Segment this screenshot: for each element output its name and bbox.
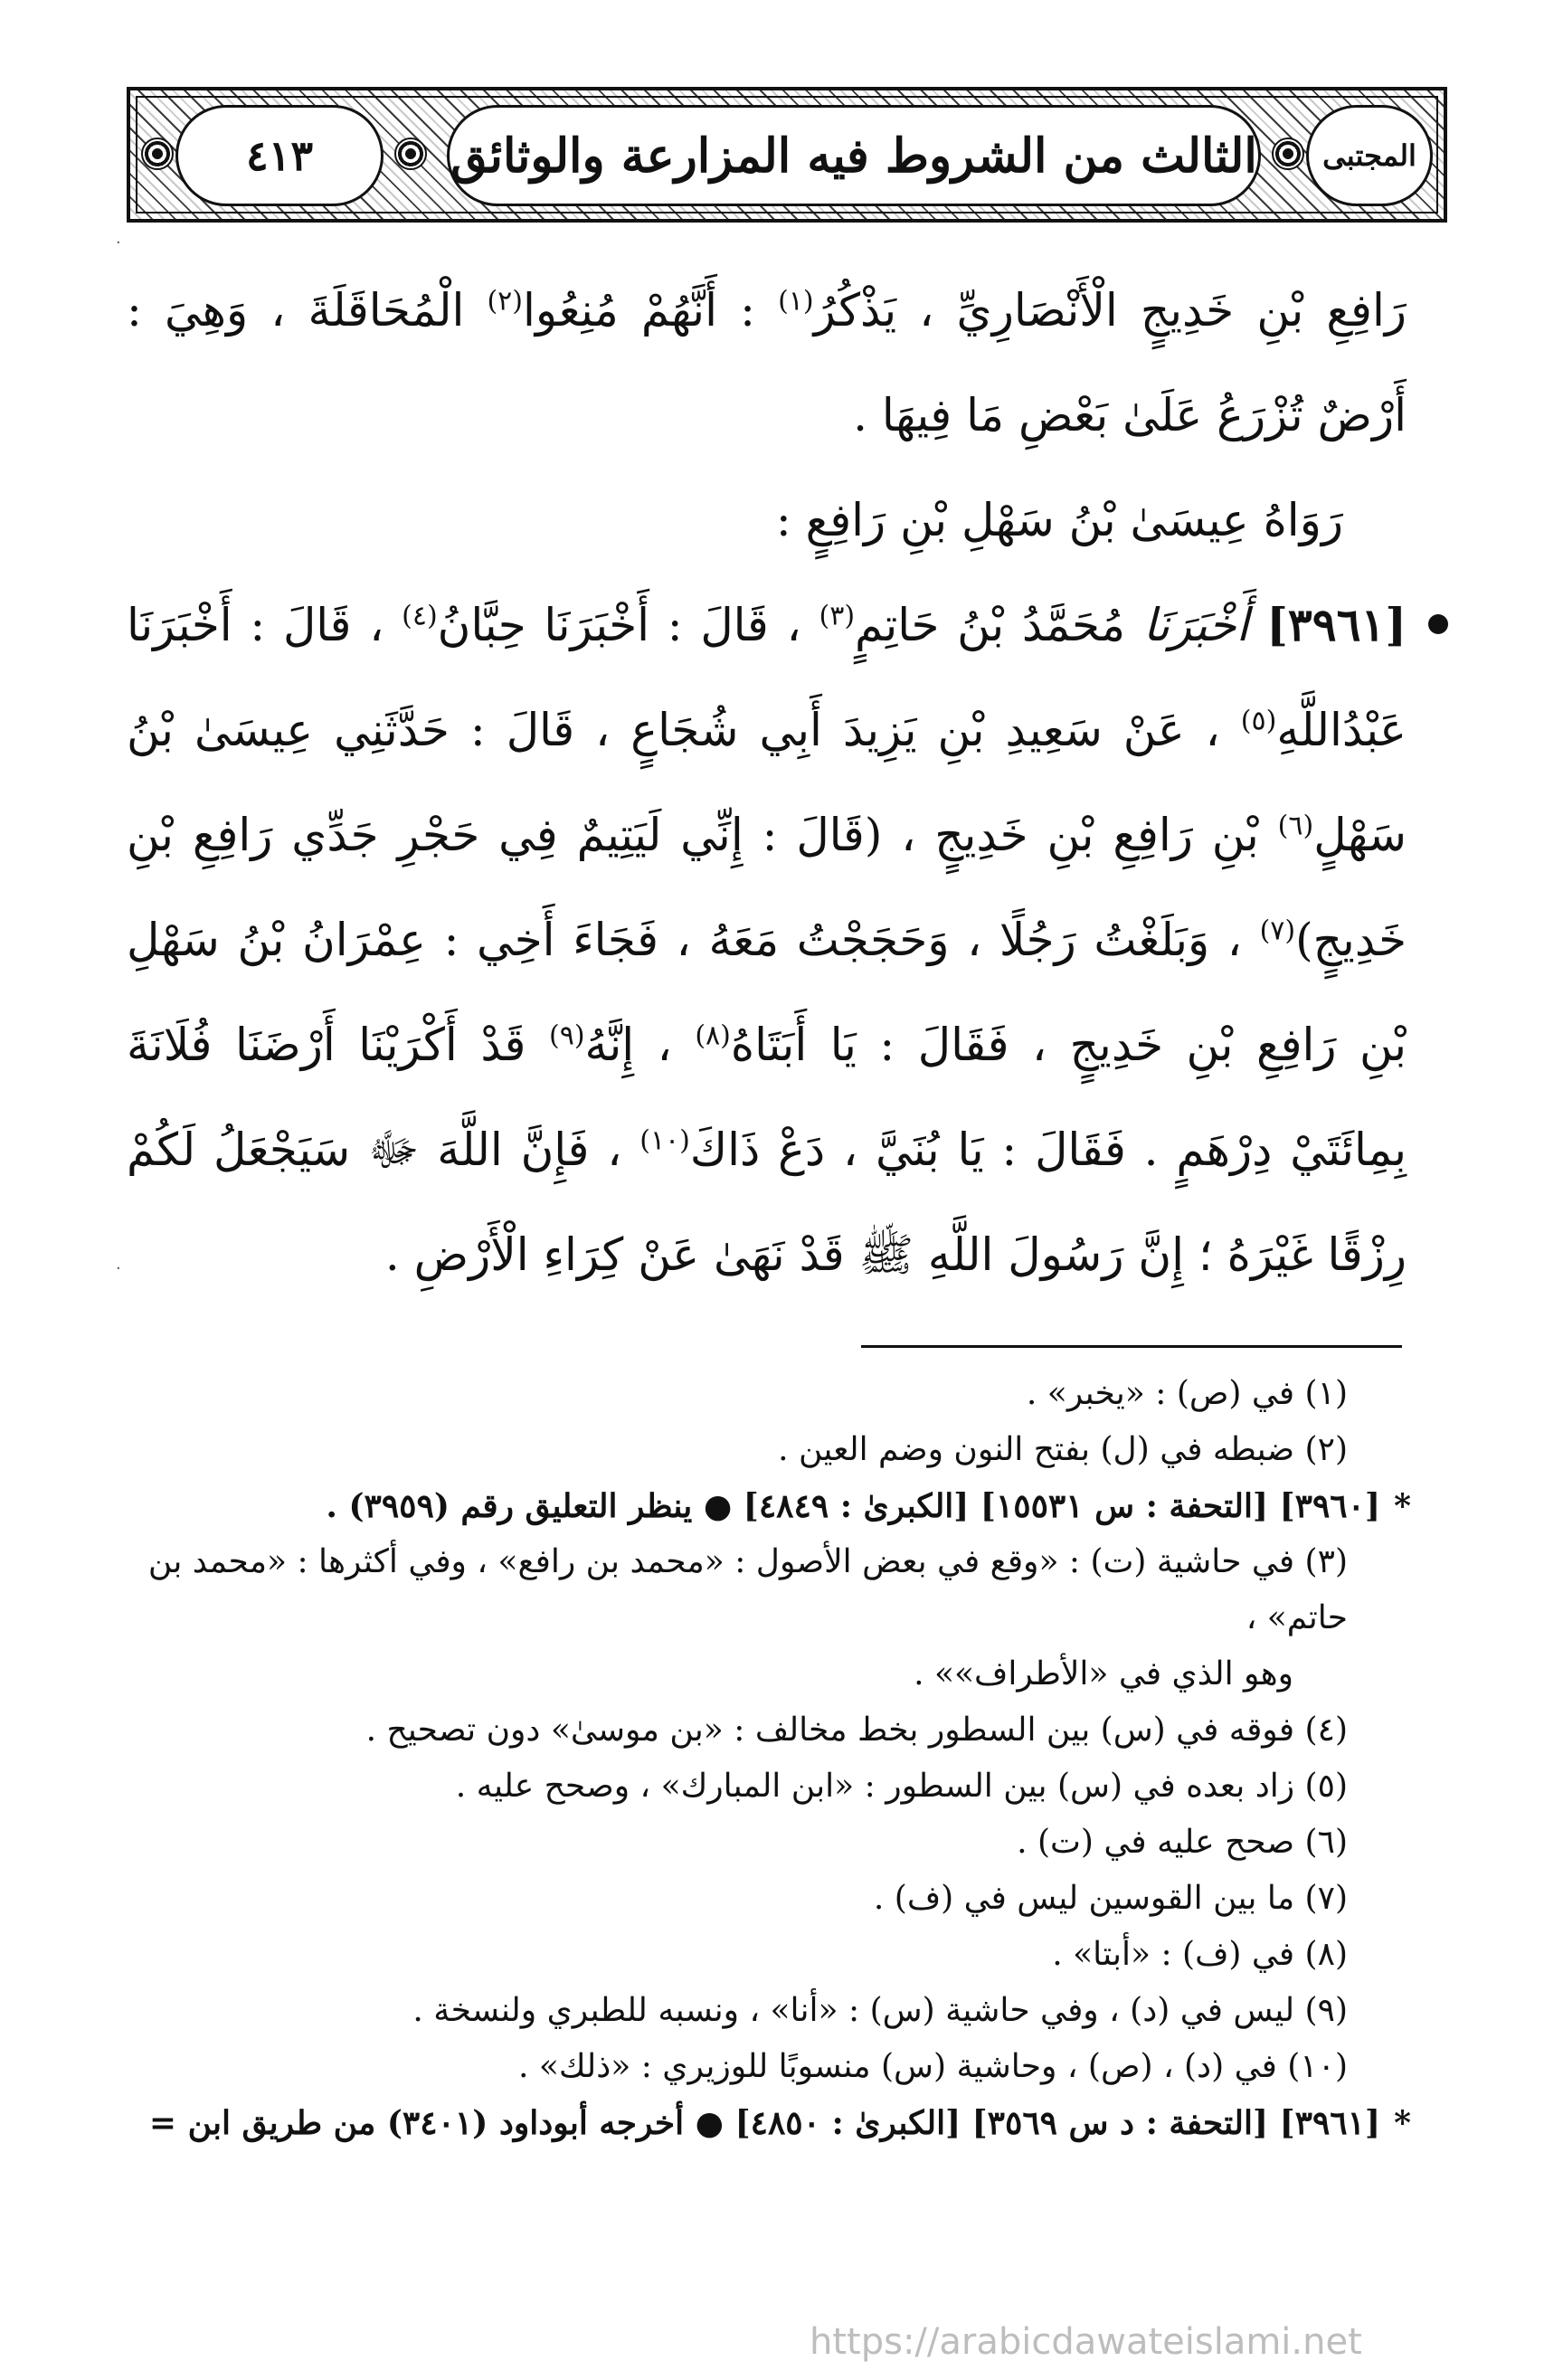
footnote-4: (٤) فوقه في (س) بين السطور بخط مخالف : «بن موسىٰ» دون تصحيح . [365, 1712, 1348, 1749]
text-run: رَافِعِ بْنِ خَدِيجٍ الْأَنْصَارِيِّ ، يَذْكُرُ [813, 284, 1407, 337]
footnote-8: (٨) في (ف) : «أبتا» . [1052, 1936, 1348, 1973]
paragraph-muhaqala [127, 258, 1407, 468]
takhrij-text: [٣٩٦١] [التحفة : د س ٣٥٦٩] [الكبرىٰ : ٤٨٥٠] ● أخرجه أبوداود (٣٤٠١) من طريق ابن = [148, 2104, 1380, 2142]
hadith-3961 [127, 573, 1407, 1307]
text-run: ، قَالَ : أَخْبَرَنَا حِبَّانُ [437, 599, 819, 651]
ornament-rosette-icon [394, 137, 427, 170]
text-run: ، إِنَّهُ [584, 1019, 696, 1071]
text-run: قَدْ أَكْرَيْنَا أَرْضَنَا فُلَانَةَ بِمِائَتَيْ دِرْهَمٍ . فَقَالَ : يَا بُنَيَّ ، دَعْ ذَاكَ [127, 1019, 1407, 1176]
running-title: الثالث من الشروط فيه المزارعة والوثائق [447, 105, 1261, 206]
footnotes [86, 1366, 1411, 2151]
text-run: : أَنَّهُمْ مُنِعُوا [523, 284, 779, 337]
watermark-url: https://arabicdawateislami.net [810, 2321, 1362, 2363]
takhrij-3961 [86, 2095, 1411, 2151]
footnote-3: (٣) في حاشية (ت) : «وقع في بعض الأصول : «محمد بن رافع» ، وفي أكثرها : «محمد بن حاتم» ، [147, 1543, 1348, 1636]
footnote-ref: (١) [778, 285, 814, 318]
footnote-ref: (٢) [487, 285, 524, 318]
ornament-rosette-icon [1272, 137, 1304, 170]
book-name-emblem: المجتبى [1306, 105, 1433, 206]
footnote-ref: (٤) [402, 600, 438, 632]
page-header [127, 87, 1447, 223]
footnote-1: (١) في (ص) : «يخبر» . [1026, 1375, 1348, 1412]
footnote-6: (٦) صحح عليه في (ت) . [1017, 1824, 1348, 1861]
bullet-icon [1428, 614, 1448, 634]
hadith-number: [٣٩٦١] [1266, 598, 1407, 651]
footnote-ref: (٦) [1277, 810, 1314, 842]
footnote-7: (٧) ما بين القوسين ليس في (ف) . [873, 1880, 1348, 1917]
takhrij-3960 [86, 1478, 1411, 1534]
main-text [127, 258, 1407, 1307]
text-run: الْمُحَاقَلَةَ ، وَهِيَ : أَرْضٌ تُزْرَعُ عَلَىٰ بَعْضِ مَا فِيهَا . [127, 284, 1407, 441]
footnote-3-continued: وهو الذي في «الأطراف»» . [914, 1655, 1293, 1693]
footnote-ref: (٥) [1240, 705, 1277, 737]
margin-dot: · [116, 233, 121, 252]
footnote-10: (١٠) في (د) ، (ص) ، وحاشية (س) منسوبًا للوزيري : «ذلك» . [518, 2048, 1348, 2085]
footnote-separator [861, 1345, 1402, 1348]
page-number: ٤١٣ [175, 105, 384, 206]
footnote-ref: (٨) [695, 1019, 731, 1052]
text-run: ، وَبَلَغْتُ رَجُلًا ، وَحَجَجْتُ مَعَهُ ، فَجَاءَ أَخِي : عِمْرَانُ بْنُ سَهْلِ بْنِ رَافِعِ بْنِ خَدِيجٍ ، فَقَالَ : يَا أَبَتَاهُ [127, 914, 1407, 1071]
footnote-ref: (٧) [1259, 915, 1296, 947]
asterisk-icon: * [1394, 2104, 1411, 2142]
margin-dot: · [116, 1259, 121, 1278]
footnote-ref: (٣) [819, 600, 856, 632]
text-run: ، عَنْ سَعِيدِ بْنِ يَزِيدَ أَبِي شُجَاعٍ ، قَالَ : حَدَّثَنِي عِيسَىٰ بْنُ سَهْلٍ [127, 704, 1407, 861]
text-run: بْنِ رَافِعِ بْنِ خَدِيجٍ ، (قَالَ : إِنِّي لَيَتِيمٌ فِي حَجْرِ جَدِّي رَافِعِ بْنِ خَدِيجٍ) [127, 809, 1407, 966]
asterisk-icon: * [1394, 1487, 1411, 1525]
footnote-5: (٥) زاد بعده في (س) بين السطور : «ابن المبارك» ، وصحح عليه . [455, 1768, 1348, 1805]
ornament-rosette-icon [141, 137, 174, 170]
text-run: ، فَإِنَّ اللَّهَ ﷻ سَيَجْعَلُ لَكُمْ رِزْقًا غَيْرَهُ ؛ إِنَّ رَسُولَ اللَّهِ ﷺ قَدْ نَهَىٰ عَنْ كِرَاءِ الْأَرْضِ . [127, 1124, 1407, 1281]
text-run: مُحَمَّدُ بْنُ حَاتِمٍ [855, 599, 1143, 651]
footnote-ref: (٩) [548, 1019, 585, 1052]
footnote-ref: (١٠) [639, 1124, 690, 1157]
text-run: ، قَالَ : أَخْبَرَنَا عَبْدُاللَّهِ [127, 599, 1407, 756]
takhrij-text: [٣٩٦٠] [التحفة : س ١٥٥٣١] [الكبرىٰ : ٤٨٤٩] ● ينظر التعليق رقم (٣٩٥٩) . [326, 1487, 1380, 1525]
akhbarana-word: أَخْبَرَنَا [1142, 599, 1249, 651]
paragraph-riwaya: رَوَاهُ عِيسَىٰ بْنُ سَهْلِ بْنِ رَافِعٍ : [775, 494, 1343, 546]
footnote-9: (٩) ليس في (د) ، وفي حاشية (س) : «أنا» ، ونسبه للطبري ولنسخة . [412, 1992, 1348, 2029]
footnote-2: (٢) ضبطه في (ل) بفتح النون وضم العين . [778, 1431, 1348, 1468]
